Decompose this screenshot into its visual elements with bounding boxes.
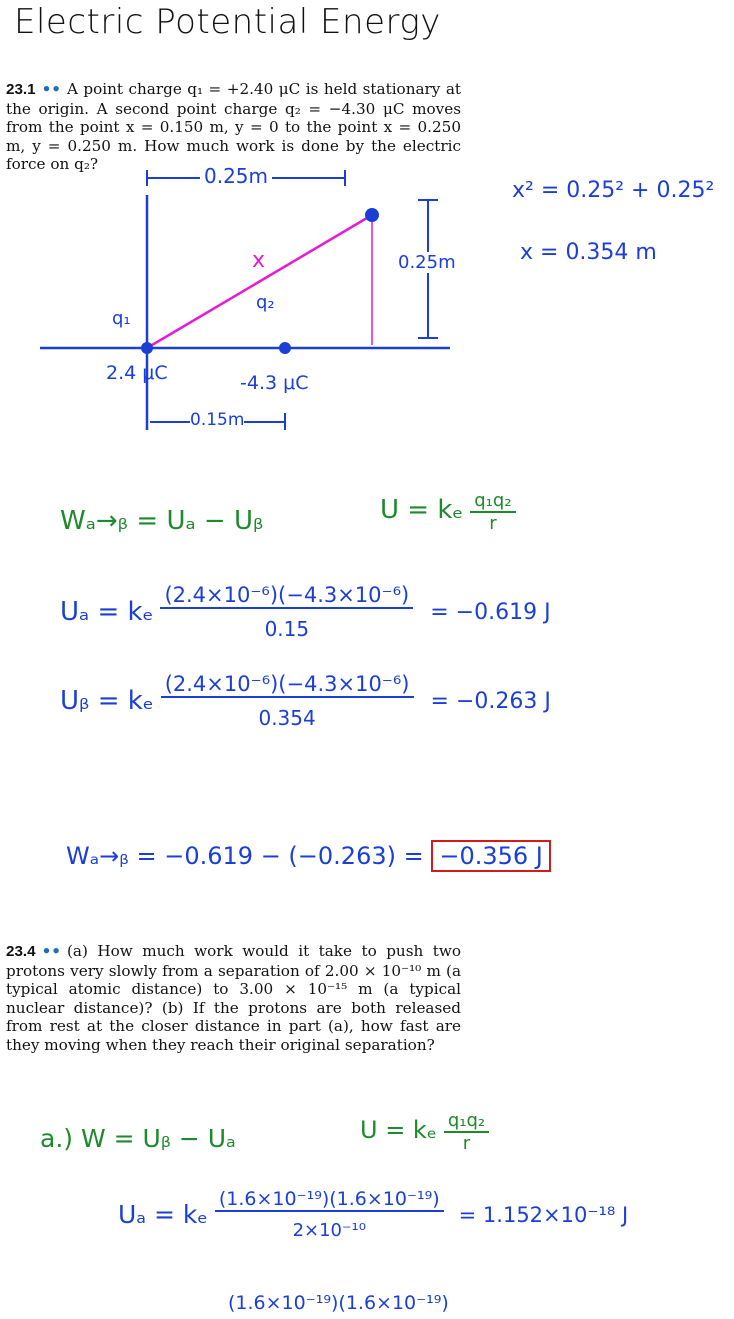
problem-text: (a) How much work would it take to push two protons very slowly from a separation of 2.00 × 10⁻¹⁰ m (a typical atomic distance) to 3.00 × 10⁻¹⁵ m (a typical nuclear distance)? (b) If the protons are both released from rest at the closer distance in part (a), how fast are they moving when they reach their original separation? [6,942,461,1054]
bottom-dimension-label: 0.15m [190,410,245,430]
q1-point [141,342,153,354]
page-title: Electric Potential Energy [14,2,441,42]
ub-equation: Uᵦ = kₑ $\frac{\text{(2.4×10⁻⁶)(−4.3×10⁻⁶)}}{0.354}$ = −0.263 J [60,672,551,730]
q2-end-point [365,208,379,222]
charge-diagram [0,160,734,460]
displacement-line [147,215,372,348]
difficulty-dots: •• [41,942,61,960]
ua-equation: Uₐ = kₑ $\frac{\text{(2.4×10⁻⁶)(−4.3×10⁻⁶)}}{0.15}$ = −0.619 J [60,583,551,641]
part-a-work: a.) W = Uᵦ − Uₐ [40,1124,236,1153]
work-result-line: Wₐ→ᵦ = −0.619 − (−0.263) = −0.356 J [66,842,551,870]
potential-energy-formula-2: U = kₑ $\frac{\text{q₁q₂}}{r}$ [360,1110,489,1154]
problem-number: 23.1 [6,81,36,98]
side-note-pythagoras: x² = 0.25² + 0.25² [512,178,715,203]
next-numerator: (1.6×10⁻¹⁹)(1.6×10⁻¹⁹) [228,1292,449,1314]
final-answer: −0.356 J [431,840,551,872]
ua-result-2: = 1.152×10⁻¹⁸ J [458,1202,629,1227]
problem-23-4 [6,942,461,1062]
problem-text: A point charge q₁ = +2.40 μC is held stationary at the origin. A second point charge q₂ = −4.30 μC moves from the point x = 0.150 m, y = 0 to the point x = 0.250 m, y = 0.250 m. How much work is done by the electric force on q₂? [6,80,461,173]
q2-label: q₂ [256,292,275,313]
displacement-label: x [252,248,266,273]
side-note-distance: x = 0.354 m [520,240,657,265]
ub-result: = −0.263 J [430,688,551,714]
potential-energy-formula: U = kₑ $\frac{\text{q₁q₂}}{r}$ [380,490,516,534]
ua-result: = −0.619 J [430,599,551,625]
q1-label: q₁ [112,308,131,329]
ua-equation-2: Uₐ = kₑ $\frac{\text{(1.6×10⁻¹⁹)(1.6×10⁻¹⁹)}}{\text{2×10⁻¹⁰}}$ = 1.152×10⁻¹⁸ J [118,1188,629,1241]
q2-value: -4.3 μC [240,372,309,394]
problem-number: 23.4 [6,943,36,960]
q1-value: 2.4 μC [106,362,168,384]
work-definition: Wₐ→ᵦ = Uₐ − Uᵦ [60,506,264,536]
right-dimension-label: 0.25m [398,252,456,273]
q2-start-point [279,342,291,354]
difficulty-dots: •• [41,80,61,98]
top-dimension-label: 0.25m [200,164,272,188]
